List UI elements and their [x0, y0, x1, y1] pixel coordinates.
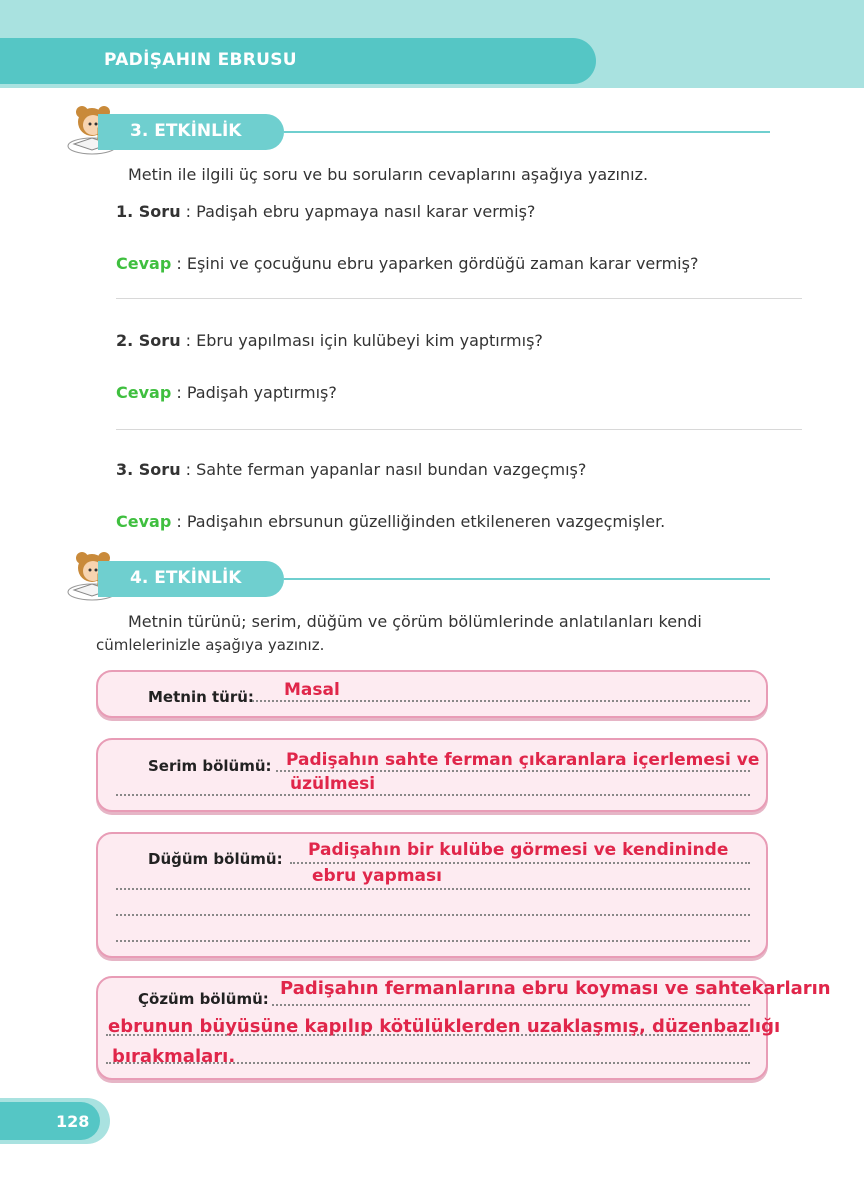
exposition-label: Serim bölümü: — [148, 757, 272, 775]
question-text: : Ebru yapılması için kulübeyi kim yaptırmış? — [185, 331, 543, 350]
activity4-rule — [284, 578, 770, 580]
answer-label: Cevap — [116, 383, 172, 402]
answer-label: Cevap — [116, 254, 172, 273]
question-label: 3. Soru — [116, 460, 181, 479]
exposition-answer-line2[interactable]: üzülmesi — [290, 774, 376, 794]
exposition-answer-line1[interactable]: Padişahın sahte ferman çıkaranlara içerlemesi ve — [286, 750, 760, 770]
climax-label: Düğüm bölümü: — [148, 850, 283, 868]
activity4-heading: 4. ETKİNLİK — [130, 568, 242, 588]
resolution-answer-line3[interactable]: bırakmaları. — [112, 1046, 236, 1067]
dotted-line — [116, 940, 750, 942]
activity4-instruction-line1: Metnin türünü; serim, düğüm ve çörüm bölümlerinde anlatılanları kendi — [128, 612, 702, 631]
answer-text: : Padişah yaptırmış? — [176, 383, 337, 402]
dotted-line — [290, 862, 750, 864]
question-3 — [116, 460, 586, 479]
resolution-answer-line2[interactable]: ebrunun büyüsüne kapılıp kötülüklerden uzaklaşmış, düzenbazlığı — [108, 1016, 781, 1037]
header-right-strip — [782, 0, 864, 88]
genre-answer[interactable]: Masal — [284, 680, 340, 700]
question-label: 1. Soru — [116, 202, 181, 221]
activity3-instruction: Metin ile ilgili üç soru ve bu soruların cevaplarını aşağıya yazınız. — [128, 165, 649, 184]
resolution-answer-line1[interactable]: Padişahın fermanlarına ebru koyması ve sahtekarların — [280, 978, 831, 999]
question-label: 2. Soru — [116, 331, 181, 350]
answer-text: : Padişahın ebrsunun güzelliğinden etkileneren vazgeçmişler. — [176, 512, 666, 531]
header-bar — [0, 38, 596, 84]
activity4-instruction-line2: cümlelerinizle aşağıya yazınız. — [96, 636, 325, 654]
question-text: : Sahte ferman yapanlar nasıl bundan vazgeçmış? — [185, 460, 587, 479]
dotted-line — [252, 700, 750, 702]
dotted-line — [276, 770, 750, 772]
page-number: 128 — [56, 1112, 90, 1131]
resolution-label: Çözüm bölümü: — [138, 990, 269, 1008]
dotted-line — [116, 794, 750, 796]
dotted-line — [116, 888, 750, 890]
separator — [116, 298, 802, 299]
answer-1 — [116, 254, 698, 273]
question-text: : Padişah ebru yapmaya nasıl karar vermiş? — [185, 202, 536, 221]
climax-answer-line2[interactable]: ebru yapması — [312, 866, 442, 886]
answer-label: Cevap — [116, 512, 172, 531]
question-2 — [116, 331, 543, 350]
page-title: PADİŞAHIN EBRUSU — [104, 50, 297, 70]
answer-3 — [116, 512, 665, 531]
genre-label: Metnin türü: — [148, 688, 254, 706]
climax-answer-line1[interactable]: Padişahın bir kulübe görmesi ve kendininde — [308, 840, 729, 860]
answer-text: : Eşini ve çocuğunu ebru yaparken gördüğü zaman karar vermiş? — [176, 254, 699, 273]
answer-2 — [116, 383, 337, 402]
separator — [116, 429, 802, 430]
activity3-rule — [284, 131, 770, 133]
question-1 — [116, 202, 535, 221]
dotted-line — [272, 1004, 750, 1006]
dotted-line — [116, 914, 750, 916]
activity3-heading: 3. ETKİNLİK — [130, 121, 242, 141]
